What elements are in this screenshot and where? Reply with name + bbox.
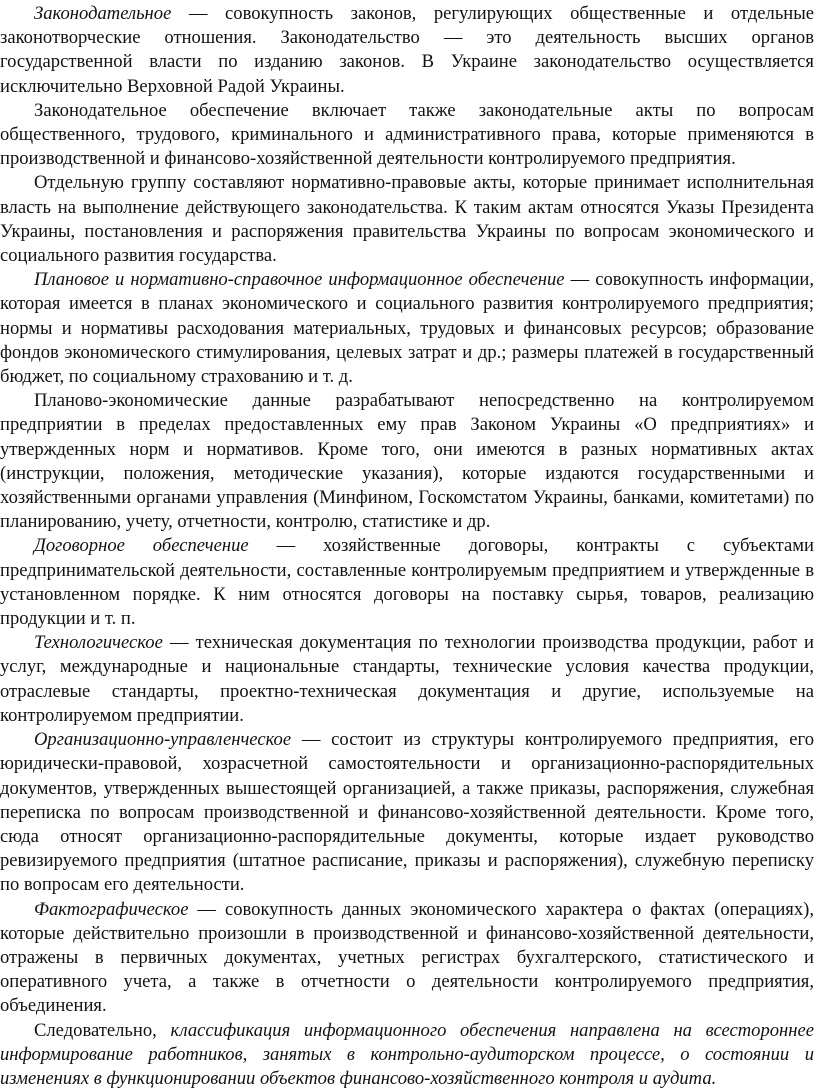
paragraph-legislative-acts-text: Законодательное обеспечение включает также законодательные акты по вопросам общественного, трудового, криминального и административного права, которые применяются в производственной и финансово-хозяйственной деятельности контролируемого предприятия. [0,99,814,170]
paragraph-contractual-text: — хозяйственные договоры, контракты с субъектами предпринимательской деятельности, составленные контролируемым предприятием и утвержденные в установленном порядке. К ним относятся договоры на поставку сырья, товаров, реализацию продукции и т. п. [0,535,814,630]
paragraph-technological [0,631,814,728]
paragraph-planning-text: — совокупность информации, которая имеется в планах экономического и социального развития контролируемого предприятия; нормы и нормативы расходования материальных, трудовых и финансовых ресурсов; образование фондов экономического стимулирования, целевых затрат и др.; размеры платежей в государственный бюджет, по социальному страхованию и т. д. [0,269,814,388]
term-contractual: Договорное обеспечение [34,535,249,557]
paragraph-planning-data [0,389,814,534]
paragraph-organizational-text: — состоит из структуры контролируемого предприятия, его юридически-правовой, хозрасчетной самостоятельности и организационно-распорядительных документов, утвержденных вышестоящей организацией, а также приказы, распоряжения, служебная переписка по вопросам производственной и финансово-хозяйственной деятельности. Кроме того, сюда относят организационно-распорядительные документы, которые издает руководство ревизируемого предприятия (штатное расписание, приказы и распоряжения), служебную переписку по вопросам его деятельности. [0,729,814,896]
paragraph-legislative-acts [0,99,814,172]
conclusion-italic: классификация информационного обеспечения направлена на всестороннее информирование работников, занятых в контрольно-аудиторском процессе, о состоянии и изменениях в функционировании объектов финансово-хозяйственного контроля и аудита. [0,1019,814,1089]
paragraph-normative-acts [0,171,814,268]
paragraph-factographic [0,898,814,1019]
paragraph-factographic-text: — совокупность данных экономического характера о фактах (операциях), которые действительно произошли в производственной и финансово-хозяйственной деятельности, отражены в первичных документах, учетных регистрах бухгалтерского, статистического и оперативного учета, а также в отчетности о деятельности контролируемого предприятия, объединения. [0,898,814,1017]
paragraph-organizational [0,728,814,897]
paragraph-conclusion [0,1019,814,1091]
paragraph-planning-data-text: Планово-экономические данные разрабатывают непосредственно на контролируемом предприятии в пределах предоставленных ему прав Законом Украины «О предприятиях» и утвержденных норм и нормативов. Кроме того, они имеются в разных нормативных актах (инструкции, положения, методические указания), которые издаются государственными и хозяйственными органами управления (Минфином, Госкомстатом Украины, банками, комитетами) по планированию, учету, отчетности, контролю, статистике и др. [0,390,814,533]
paragraph-legislative [0,2,814,99]
paragraph-contractual [0,534,814,631]
conclusion-lead: Следовательно, [34,1019,171,1041]
term-technological: Технологическое [34,632,163,654]
paragraph-normative-acts-text: Отдельную группу составляют нормативно-правовые акты, которые принимает исполнительная власть на выполнение действующего законодательства. К таким актам относятся Указы Президента Украины, постановления и распоряжения правительства Украины по вопросам экономического и социального развития государства. [0,172,814,267]
term-organizational: Организационно-управленческое [34,729,292,751]
paragraph-technological-text: — техническая документация по технологии производства продукции, работ и услуг, международные и национальные стандарты, технические условия качества продукции, отраслевые стандарты, проектно-техническая документация и другие, используемые на контролируемом предприятии. [0,632,814,726]
term-planning: Плановое и нормативно-справочное информационное обеспечение [34,269,565,291]
paragraph-legislative-text: — совокупность законов, регулирующих общественные и отдельные законотворческие отношения. Законодательство — это деятельность высших органов государственной власти по изданию законов. В Украине законодательство осуществляется исключительно Верховной Радой Украины. [0,3,814,97]
term-factographic: Фактографическое [34,898,189,920]
term-legislative: Законодательное [34,3,172,24]
paragraph-planning [0,268,814,389]
